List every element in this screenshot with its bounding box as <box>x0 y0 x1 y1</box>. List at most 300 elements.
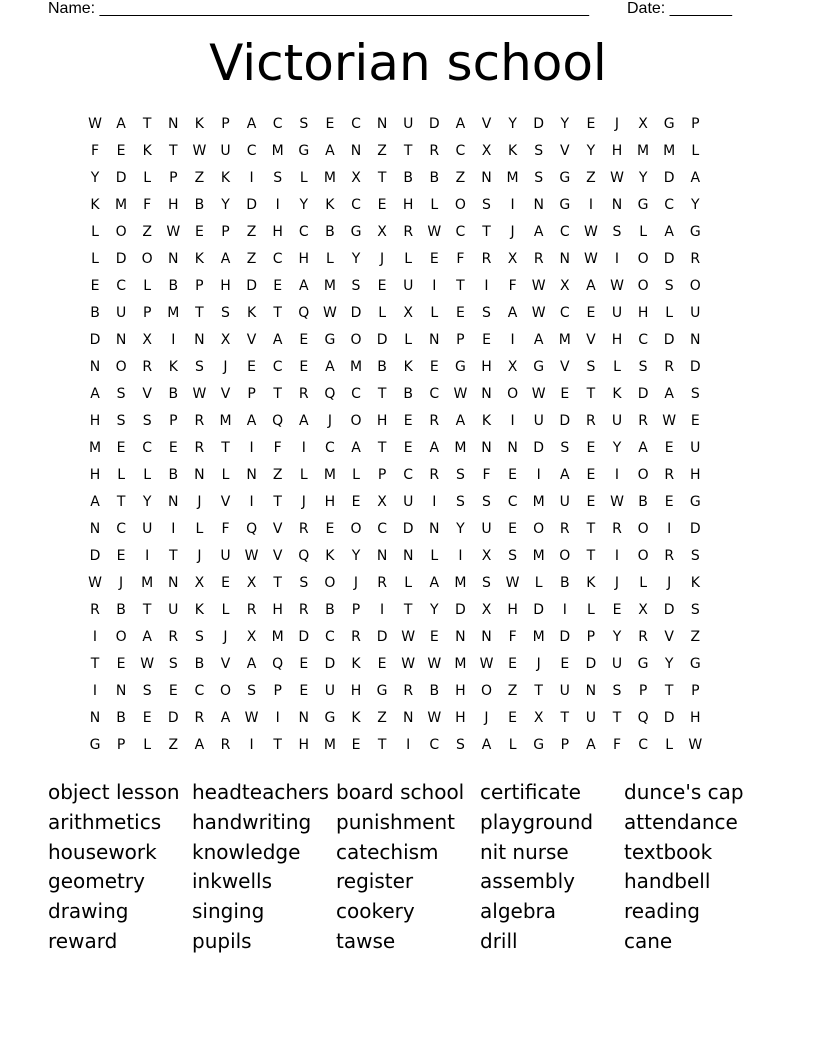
grid-letter: T <box>377 386 387 402</box>
grid-letter: T <box>377 170 387 186</box>
grid-letter: X <box>220 332 231 348</box>
grid-letter: O <box>141 251 153 267</box>
grid-letter: G <box>689 494 701 510</box>
grid-letter: E <box>508 521 518 537</box>
grid-letter: A <box>325 143 335 159</box>
grid-letter: E <box>351 737 361 753</box>
grid-letter: B <box>325 602 335 618</box>
grid-letter: W <box>192 143 207 159</box>
grid-letter: Y <box>586 143 596 159</box>
grid-letter: M <box>454 440 467 456</box>
grid-letter: X <box>560 278 570 294</box>
grid-letter: H <box>637 305 649 321</box>
grid-letter: E <box>508 710 518 726</box>
grid-letter: D <box>689 521 701 537</box>
grid-letter: N <box>194 467 205 483</box>
grid-letter: E <box>377 278 387 294</box>
grid-letter: A <box>560 467 570 483</box>
grid-letter: E <box>247 359 257 375</box>
grid-letter: N <box>89 359 101 375</box>
grid-letter: K <box>220 170 231 186</box>
grid-letter: J <box>119 575 124 591</box>
grid-letter: Q <box>246 521 258 537</box>
grid-letter: F <box>456 251 465 267</box>
grid-letter: A <box>690 170 701 186</box>
grid-letter: C <box>194 683 205 699</box>
word-item: arithmetics <box>48 809 162 834</box>
grid-letter: I <box>249 170 254 186</box>
grid-letter: L <box>143 278 152 294</box>
grid-letter: L <box>117 467 125 483</box>
grid-letter: X <box>481 602 492 618</box>
grid-letter: B <box>638 494 648 510</box>
grid-letter: A <box>90 386 100 402</box>
grid-letter: W <box>531 278 546 294</box>
grid-letter: R <box>194 710 205 726</box>
grid-letter: I <box>249 737 254 753</box>
grid-letter: B <box>377 359 387 375</box>
word-item: dunce's cap <box>624 780 744 804</box>
grid-letter: N <box>429 332 440 348</box>
grid-letter: B <box>403 170 413 186</box>
name-field <box>48 0 589 18</box>
grid-letter: P <box>169 170 178 186</box>
grid-letter: Y <box>90 170 100 186</box>
grid-letter: F <box>508 278 517 294</box>
grid-letter: S <box>664 278 674 294</box>
grid-letter: S <box>116 413 126 429</box>
grid-letter: Y <box>612 440 622 456</box>
grid-letter: Y <box>638 170 648 186</box>
grid-letter: A <box>142 629 152 645</box>
grid-letter: C <box>559 305 570 321</box>
grid-letter: K <box>351 656 361 672</box>
word-item: cane <box>624 928 673 953</box>
grid-letter: Y <box>299 197 309 213</box>
grid-letter: J <box>536 656 541 672</box>
grid-letter: S <box>534 170 544 186</box>
word-row <box>48 867 788 897</box>
grid-letter: A <box>455 116 466 132</box>
grid-letter: I <box>275 197 280 213</box>
grid-letter: I <box>92 683 98 699</box>
grid-letter: T <box>90 656 100 672</box>
grid-letter: O <box>637 251 649 267</box>
grid-letter: N <box>611 197 623 213</box>
grid-letter: Z <box>168 737 179 753</box>
grid-letter: P <box>638 683 648 699</box>
grid-letter: R <box>298 521 309 537</box>
grid-letter: H <box>272 224 283 240</box>
grid-letter: C <box>272 359 283 375</box>
grid-letter: W <box>583 251 598 267</box>
grid-letter: E <box>299 656 309 672</box>
grid-letter: U <box>168 602 179 618</box>
grid-letter: T <box>273 494 282 510</box>
grid-letter: Q <box>637 710 649 726</box>
grid-letter: N <box>481 170 492 186</box>
word-item: punishment <box>336 809 456 834</box>
grid-letter: K <box>351 710 361 726</box>
grid-letter: D <box>115 170 127 186</box>
grid-letter: T <box>273 737 282 753</box>
grid-letter: S <box>194 629 204 645</box>
grid-letter: C <box>455 143 466 159</box>
grid-letter: E <box>664 440 674 456</box>
grid-letter: H <box>350 683 362 699</box>
grid-letter: N <box>168 251 179 267</box>
grid-letter: W <box>166 224 181 240</box>
word-item: headteachers <box>192 780 329 804</box>
grid-letter: T <box>560 710 570 726</box>
grid-letter: U <box>403 278 414 294</box>
grid-letter: G <box>689 224 701 240</box>
word-item: board school <box>336 780 465 804</box>
grid-letter: S <box>116 386 126 402</box>
page-title: Victorian school <box>209 34 607 92</box>
grid-letter: I <box>484 278 489 294</box>
grid-letter: C <box>403 467 414 483</box>
grid-letter: E <box>664 494 674 510</box>
grid-letter: Z <box>142 224 152 240</box>
word-item: nit nurse <box>480 839 569 864</box>
word-item: playground <box>480 809 594 834</box>
grid-letter: V <box>272 548 283 564</box>
grid-letter: E <box>690 413 700 429</box>
grid-letter: I <box>588 197 593 213</box>
grid-letter: H <box>690 467 701 483</box>
grid-letter: C <box>272 116 283 132</box>
date-field <box>627 0 732 18</box>
grid-letter: A <box>299 413 309 429</box>
word-row <box>48 927 788 957</box>
grid-letter: W <box>140 656 155 672</box>
grid-letter: V <box>560 143 570 159</box>
grid-letter: R <box>690 251 701 267</box>
grid-letter: V <box>481 116 492 132</box>
grid-letter: D <box>376 332 388 348</box>
grid-letter: W <box>88 575 102 591</box>
grid-letter: I <box>249 440 254 456</box>
grid-letter: J <box>327 413 332 429</box>
grid-letter: L <box>639 224 647 240</box>
grid-letter: F <box>143 197 152 213</box>
grid-letter: A <box>299 278 309 294</box>
grid-letter: V <box>560 359 570 375</box>
grid-letter: E <box>586 440 596 456</box>
grid-letter: Z <box>272 467 283 483</box>
grid-letter: D <box>663 710 675 726</box>
grid-letter: D <box>89 332 101 348</box>
grid-letter: E <box>299 332 309 348</box>
grid-letter: A <box>586 278 596 294</box>
grid-letter: X <box>481 143 492 159</box>
grid-letter: H <box>89 413 101 429</box>
grid-letter: I <box>301 440 306 456</box>
grid-letter: P <box>691 683 700 699</box>
grid-letter: Z <box>507 683 518 699</box>
grid-letter: T <box>612 710 622 726</box>
grid-letter: U <box>142 521 153 537</box>
grid-letter: M <box>88 440 102 456</box>
grid-letter: K <box>194 602 204 618</box>
grid-letter: H <box>220 278 231 294</box>
grid-letter: T <box>586 386 596 402</box>
grid-letter: J <box>223 359 228 375</box>
grid-letter: T <box>586 548 596 564</box>
grid-letter: K <box>481 413 492 429</box>
grid-letter: R <box>298 602 309 618</box>
grid-letter: E <box>168 440 178 456</box>
grid-letter: E <box>325 116 335 132</box>
grid-letter: D <box>115 251 127 267</box>
grid-letter: P <box>247 386 256 402</box>
grid-letter: N <box>89 710 101 726</box>
grid-letter: B <box>429 683 440 699</box>
grid-letter: L <box>91 224 99 240</box>
grid-letter: M <box>558 332 571 348</box>
grid-letter: A <box>272 332 283 348</box>
grid-letter: N <box>690 332 701 348</box>
grid-letter: R <box>638 413 648 429</box>
grid-letter: T <box>273 575 282 591</box>
grid-letter: Q <box>298 548 310 564</box>
grid-letter: O <box>219 683 232 699</box>
grid-letter: G <box>298 143 310 159</box>
grid-letter: L <box>404 332 413 348</box>
grid-letter: N <box>376 548 388 564</box>
grid-letter: M <box>637 143 650 159</box>
grid-letter: W <box>610 494 624 510</box>
grid-letter: P <box>142 305 152 321</box>
grid-letter: R <box>481 251 492 267</box>
grid-letter: C <box>638 332 648 348</box>
grid-letter: G <box>376 683 388 699</box>
grid-letter: B <box>194 656 205 672</box>
grid-letter: D <box>663 332 675 348</box>
word-item: assembly <box>480 869 575 894</box>
grid-letter: Z <box>455 170 466 186</box>
grid-letter: E <box>403 413 413 429</box>
grid-letter: K <box>612 386 622 402</box>
grid-letter: A <box>325 359 335 375</box>
grid-letter: R <box>533 251 544 267</box>
grid-letter: F <box>612 737 622 753</box>
grid-letter: N <box>559 251 571 267</box>
grid-letter: I <box>536 467 541 483</box>
word-row <box>48 778 788 808</box>
grid-letter: E <box>221 575 230 591</box>
grid-letter: W <box>401 656 416 672</box>
grid-letter: Z <box>377 710 387 726</box>
grid-letter: S <box>534 143 544 159</box>
word-item: handbell <box>624 869 711 894</box>
grid-letter: R <box>664 548 675 564</box>
grid-letter: G <box>559 170 571 186</box>
grid-letter: P <box>456 332 465 348</box>
word-item: geometry <box>48 869 145 894</box>
grid-letter: L <box>299 170 308 186</box>
grid-letter: T <box>195 305 204 321</box>
grid-letter: S <box>455 467 465 483</box>
grid-letter: R <box>90 602 100 618</box>
grid-letter: N <box>585 683 597 699</box>
grid-letter: I <box>171 521 176 537</box>
grid-letter: C <box>429 737 440 753</box>
grid-letter: A <box>246 116 257 132</box>
grid-letter: L <box>143 170 152 186</box>
grid-letter: W <box>244 548 259 564</box>
grid-letter: H <box>507 602 518 618</box>
grid-letter: U <box>585 710 597 726</box>
grid-letter: B <box>116 602 126 618</box>
grid-letter: T <box>273 386 282 402</box>
grid-letter: K <box>168 359 178 375</box>
word-item: algebra <box>480 899 556 924</box>
grid-letter: N <box>194 332 205 348</box>
grid-letter: E <box>612 602 622 618</box>
grid-letter: N <box>168 575 179 591</box>
grid-letter: L <box>378 305 386 321</box>
grid-letter: S <box>299 575 309 591</box>
grid-letter: A <box>246 413 257 429</box>
grid-letter: M <box>454 656 467 672</box>
grid-letter: U <box>559 683 570 699</box>
word-list <box>48 778 788 957</box>
grid-letter: N <box>481 386 492 402</box>
word-item: certificate <box>480 780 581 804</box>
grid-letter: M <box>506 170 519 186</box>
grid-letter: A <box>246 656 257 672</box>
grid-letter: I <box>562 602 567 618</box>
grid-letter: N <box>481 629 492 645</box>
grid-letter: L <box>221 602 230 618</box>
grid-letter: V <box>272 521 283 537</box>
grid-letter: E <box>299 683 309 699</box>
grid-letter: J <box>614 575 620 591</box>
grid-letter: Y <box>142 494 152 510</box>
grid-letter: M <box>349 359 363 375</box>
word-item: knowledge <box>192 839 301 864</box>
grid-letter: V <box>586 332 596 348</box>
grid-letter: E <box>351 494 361 510</box>
grid-letter: D <box>428 116 440 132</box>
grid-letter: S <box>273 170 283 186</box>
grid-letter: C <box>325 440 335 456</box>
grid-letter: W <box>401 629 416 645</box>
grid-letter: H <box>455 683 466 699</box>
grid-letter: B <box>116 710 126 726</box>
grid-letter: C <box>429 386 440 402</box>
grid-letter: C <box>142 440 153 456</box>
grid-letter: N <box>429 521 440 537</box>
grid-letter: W <box>427 224 442 240</box>
grid-letter: L <box>404 251 413 267</box>
word-item: reading <box>624 899 700 924</box>
grid-letter: O <box>637 548 649 564</box>
grid-letter: S <box>612 224 622 240</box>
grid-letter: S <box>142 683 152 699</box>
grid-letter: W <box>244 710 259 726</box>
grid-letter: L <box>639 575 647 591</box>
grid-letter: Y <box>351 251 361 267</box>
grid-letter: T <box>586 521 596 537</box>
grid-letter: R <box>664 467 675 483</box>
grid-letter: Y <box>456 521 465 537</box>
grid-letter: X <box>507 359 518 375</box>
grid-letter: I <box>406 737 411 753</box>
word-item: inkwells <box>192 869 273 894</box>
grid-letter: V <box>220 656 231 672</box>
grid-letter: N <box>298 710 310 726</box>
name-blank: _______________________________________________________ <box>99 0 589 17</box>
grid-letter: P <box>169 413 178 429</box>
grid-letter: O <box>637 467 649 483</box>
grid-letter: K <box>247 305 257 321</box>
grid-letter: E <box>560 656 570 672</box>
grid-letter: W <box>583 224 598 240</box>
grid-letter: R <box>194 413 205 429</box>
grid-letter: E <box>455 305 465 321</box>
grid-letter: G <box>689 656 701 672</box>
grid-letter: S <box>690 602 700 618</box>
word-item: tawse <box>336 928 396 953</box>
grid-letter: L <box>195 521 204 537</box>
grid-letter: R <box>377 575 387 591</box>
grid-letter: E <box>116 440 126 456</box>
grid-letter: O <box>637 278 649 294</box>
grid-letter: W <box>453 386 468 402</box>
grid-letter: I <box>92 629 98 645</box>
grid-letter: D <box>246 278 257 294</box>
grid-letter: Z <box>586 170 596 186</box>
grid-letter: A <box>116 116 126 132</box>
grid-letter: N <box>481 440 492 456</box>
grid-letter: A <box>90 494 100 510</box>
grid-letter: O <box>115 359 127 375</box>
grid-letter: H <box>272 602 283 618</box>
grid-letter: B <box>403 386 413 402</box>
grid-letter: B <box>90 305 100 321</box>
grid-letter: C <box>638 737 648 753</box>
grid-letter: C <box>116 278 126 294</box>
grid-letter: P <box>586 629 596 645</box>
grid-letter: E <box>586 494 596 510</box>
grid-letter: Q <box>298 305 310 321</box>
grid-letter: P <box>377 467 387 483</box>
grid-letter: G <box>350 224 362 240</box>
grid-letter: A <box>638 440 648 456</box>
grid-letter: G <box>324 710 336 726</box>
grid-letter: R <box>194 440 205 456</box>
grid-letter: G <box>637 197 649 213</box>
grid-letter: W <box>427 656 442 672</box>
grid-letter: A <box>586 737 596 753</box>
grid-letter: X <box>246 575 257 591</box>
grid-letter: N <box>455 629 466 645</box>
grid-letter: S <box>560 440 570 456</box>
grid-letter: A <box>429 575 440 591</box>
grid-letter: E <box>299 359 309 375</box>
grid-letter: C <box>351 116 361 132</box>
grid-letter: Q <box>272 656 284 672</box>
grid-letter: O <box>350 413 362 429</box>
grid-letter: A <box>507 305 518 321</box>
grid-letter: J <box>223 629 228 645</box>
grid-letter: Y <box>560 116 570 132</box>
grid-letter: T <box>534 683 543 699</box>
grid-letter: Y <box>351 548 361 564</box>
